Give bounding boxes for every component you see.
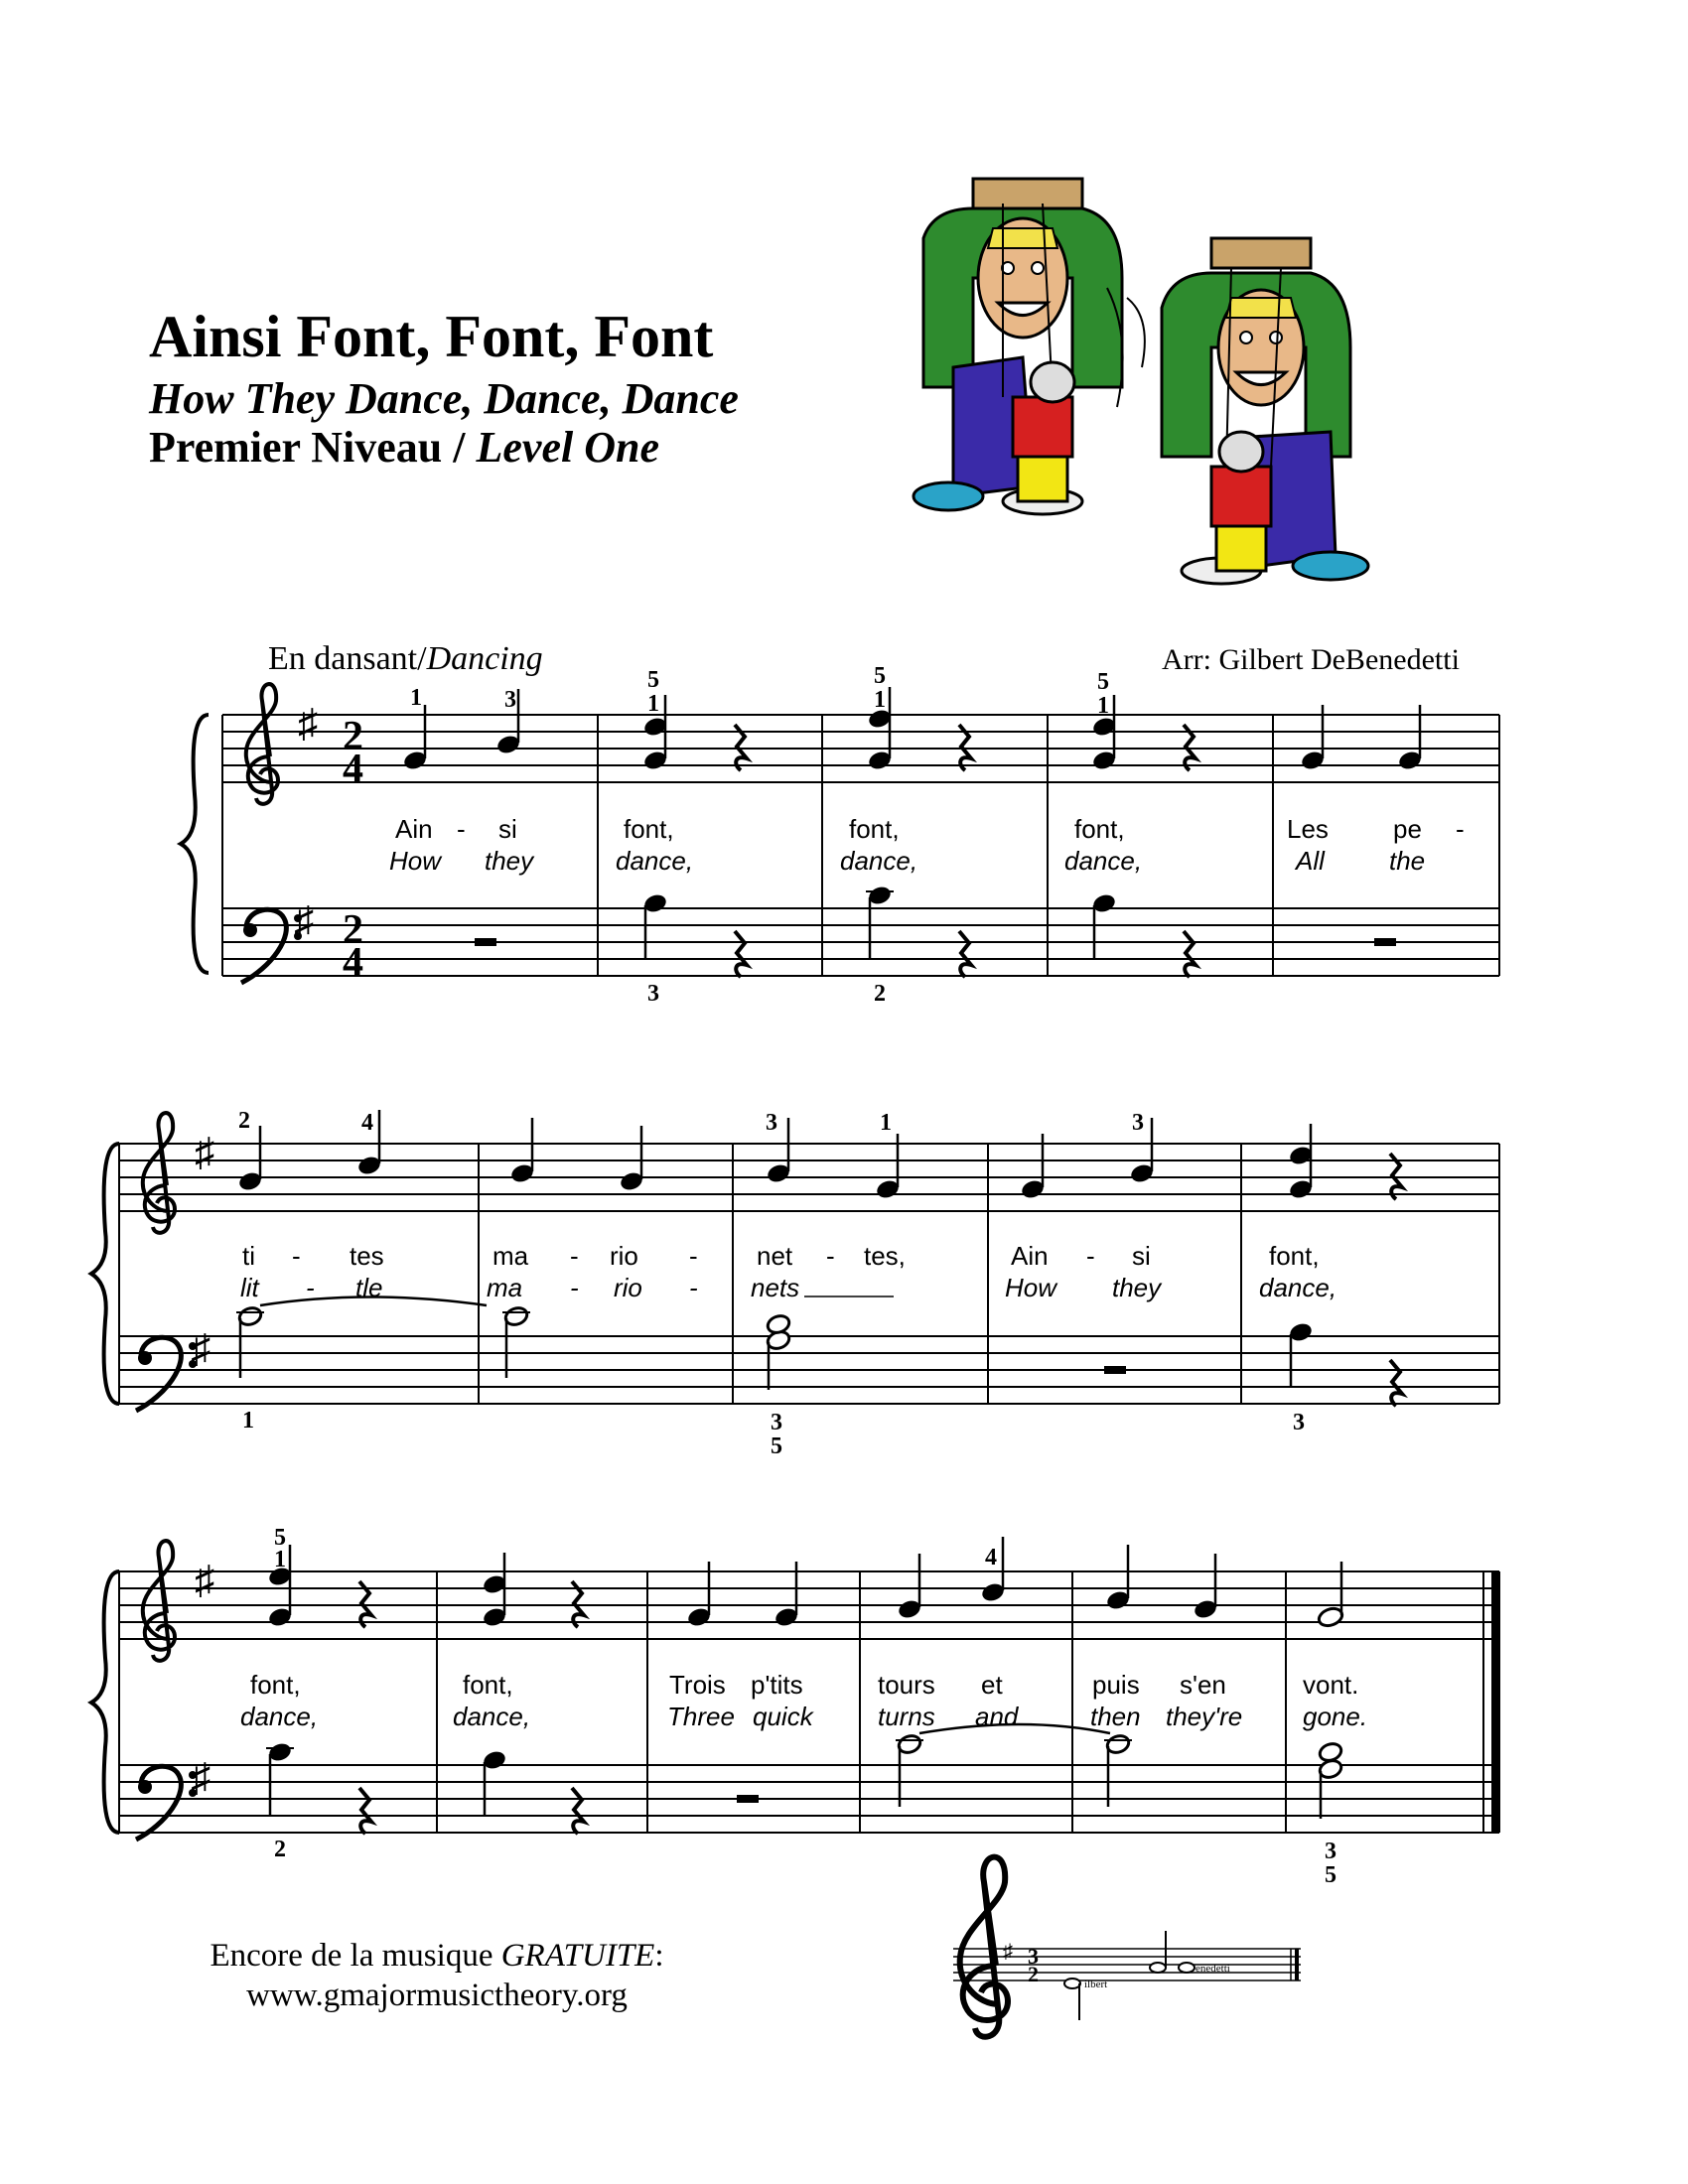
lyric-en: dance, — [616, 846, 694, 876]
finger-number: 5 — [1325, 1862, 1336, 1888]
time-signature: 3 — [1028, 1944, 1039, 1969]
lyric-fr: - — [292, 1241, 301, 1271]
lyric-en: dance, — [240, 1702, 319, 1731]
lyric-fr: - — [1456, 814, 1465, 844]
finger-number: 5 — [874, 663, 886, 689]
footer-emphasis: GRATUITE — [500, 1938, 655, 1974]
lyric-en: gone. — [1303, 1702, 1368, 1731]
lyric-en: they — [1112, 1273, 1162, 1302]
lyric-fr: net — [757, 1241, 793, 1271]
finger-number: 4 — [985, 1545, 997, 1570]
lyric-fr: ma — [492, 1241, 529, 1271]
finger-number: 1 — [410, 685, 422, 711]
lyric-fr: Ain — [395, 814, 433, 844]
bass-clef-icon — [136, 1766, 197, 1840]
finger-number: 2 — [274, 1837, 286, 1862]
key-sharp: ♯ — [191, 1326, 211, 1371]
key-sharp: ♯ — [195, 1130, 214, 1174]
signature-text: enedetti — [1196, 1963, 1230, 1975]
bass-clef-icon — [241, 909, 302, 983]
bass-staff — [119, 1765, 1499, 1833]
treble-clef-icon — [143, 1113, 175, 1233]
lyric-en: dance, — [453, 1702, 531, 1731]
lyric-fr: rio — [610, 1241, 638, 1271]
finger-number: 5 — [647, 667, 659, 693]
lyric-en: quick — [753, 1702, 813, 1731]
lyric-fr: et — [981, 1670, 1003, 1700]
bass-notes — [266, 1724, 1343, 1834]
finger-number: 1 — [874, 687, 886, 713]
lyric-fr: si — [1132, 1241, 1151, 1271]
level-fr: Premier Niveau / — [149, 423, 466, 472]
treble-notes — [237, 1110, 1402, 1200]
lyric-fr: font, — [1269, 1241, 1320, 1271]
level-en: Level One — [476, 423, 659, 472]
lyric-fr: font, — [250, 1670, 301, 1700]
footer-line-1 — [139, 1936, 735, 1976]
piece-subtitle: How They Dance, Dance, Dance — [149, 374, 739, 423]
treble-clef-icon — [143, 1541, 175, 1661]
lyric-fr: - — [457, 814, 466, 844]
signature-text: ilbert — [1084, 1979, 1108, 1990]
piece-title: Ainsi Font, Font, Font — [149, 304, 714, 369]
lyric-en: ma — [487, 1273, 523, 1302]
lyric-en: nets — [751, 1273, 800, 1302]
lyric-en: How — [1005, 1273, 1057, 1302]
lyric-fr: tours — [878, 1670, 935, 1700]
lyric-en: dance, — [1259, 1273, 1337, 1302]
finger-number: 3 — [1293, 1410, 1305, 1435]
lyric-en: - — [306, 1273, 315, 1302]
lyric-en: they're — [1166, 1702, 1243, 1731]
lyric-fr: font, — [463, 1670, 513, 1700]
lyric-fr: s'en — [1180, 1670, 1226, 1700]
lyric-en: tle — [355, 1273, 383, 1302]
lyric-en: dance, — [840, 846, 918, 876]
brace — [91, 1144, 119, 1404]
lyric-en: How — [389, 846, 442, 876]
treble-notes — [267, 1537, 1344, 1629]
key-sharp: ♯ — [1003, 1941, 1013, 1963]
tempo-fr: En dansant/ — [268, 640, 427, 677]
lyric-en: then — [1090, 1702, 1141, 1731]
lyric-en: lit — [240, 1273, 259, 1302]
brace — [91, 1571, 119, 1833]
treble-notes — [402, 687, 1423, 771]
lyric-en: and — [975, 1702, 1019, 1731]
lyric-fr: - — [689, 1241, 698, 1271]
final-barline — [1491, 1571, 1500, 1833]
lyric-fr: Trois — [669, 1670, 726, 1700]
finger-number: 4 — [361, 1110, 373, 1136]
key-sharp: ♯ — [191, 1755, 211, 1800]
time-signature: 4 — [343, 747, 363, 792]
time-signature: 2 — [343, 714, 363, 759]
arranger-credit: Arr: Gilbert DeBenedetti — [1162, 643, 1460, 676]
finger-number: 3 — [766, 1110, 777, 1136]
finger-number: 3 — [1132, 1110, 1144, 1136]
lyric-fr: font, — [624, 814, 674, 844]
time-signature: 2 — [343, 907, 363, 953]
bass-notes — [236, 1297, 1402, 1407]
lyric-fr: tes, — [864, 1241, 906, 1271]
bass-staff — [119, 1336, 1499, 1404]
time-signature: 4 — [343, 940, 363, 986]
footer-prefix: Encore de la musique — [210, 1938, 501, 1974]
lyric-fr: font, — [849, 814, 900, 844]
finger-number: 3 — [647, 981, 659, 1007]
lyric-en: - — [570, 1273, 579, 1302]
lyric-fr: ti — [242, 1241, 255, 1271]
finger-number: 1 — [242, 1408, 254, 1433]
lyric-en: All — [1296, 846, 1325, 876]
lyric-fr: Les — [1287, 814, 1329, 844]
finger-number: 5 — [771, 1433, 782, 1459]
key-sharp: ♯ — [195, 1558, 214, 1602]
treble-clef-icon — [960, 1857, 1008, 2037]
lyric-fr: tes — [350, 1241, 384, 1271]
footer-suffix: : — [654, 1938, 664, 1974]
lyric-fr: si — [498, 814, 517, 844]
signature-logo — [953, 1857, 1301, 2037]
lyric-fr: pe — [1393, 814, 1422, 844]
lyric-fr: Ain — [1011, 1241, 1049, 1271]
lyric-fr: puis — [1092, 1670, 1140, 1700]
treble-staff — [222, 715, 1499, 782]
finger-number: 2 — [874, 981, 886, 1007]
lyric-fr: vont. — [1303, 1670, 1359, 1700]
treble-staff — [119, 1571, 1499, 1639]
bass-notes — [475, 885, 1396, 977]
website-link[interactable]: www.gmajormusictheory.org — [246, 1978, 628, 2013]
lyric-fr: p'tits — [751, 1670, 803, 1700]
lyric-en: dance, — [1064, 846, 1143, 876]
lyric-fr: - — [570, 1241, 579, 1271]
key-sharp: ♯ — [294, 898, 314, 943]
lyric-fr: - — [826, 1241, 835, 1271]
key-sharp: ♯ — [298, 701, 318, 746]
finger-number: 1 — [274, 1547, 286, 1572]
finger-number: 1 — [1097, 693, 1109, 719]
lyric-en: rio — [614, 1273, 642, 1302]
finger-number: 3 — [504, 687, 516, 713]
lyric-en: they — [485, 846, 534, 876]
tempo-en: Dancing — [426, 640, 543, 677]
time-signature: 2 — [1028, 1962, 1039, 1986]
lyric-fr: - — [1086, 1241, 1095, 1271]
finger-number: 2 — [238, 1108, 250, 1134]
finger-number: 3 — [1325, 1839, 1336, 1864]
finger-number: 3 — [771, 1410, 782, 1435]
lyric-en: the — [1389, 846, 1426, 876]
finger-number: 1 — [647, 691, 659, 717]
lyric-fr: font, — [1074, 814, 1125, 844]
lyric-en: turns — [878, 1702, 935, 1731]
bass-staff — [222, 908, 1499, 976]
treble-clef-icon — [246, 684, 278, 804]
finger-number: 5 — [1097, 669, 1109, 695]
finger-number: 1 — [880, 1110, 892, 1136]
bass-clef-icon — [136, 1337, 197, 1411]
brace — [181, 715, 209, 973]
finger-number: 5 — [274, 1525, 286, 1551]
lyric-en: Three — [667, 1702, 735, 1731]
footer-promo — [139, 1936, 735, 2015]
lyric-en: - — [689, 1273, 698, 1302]
